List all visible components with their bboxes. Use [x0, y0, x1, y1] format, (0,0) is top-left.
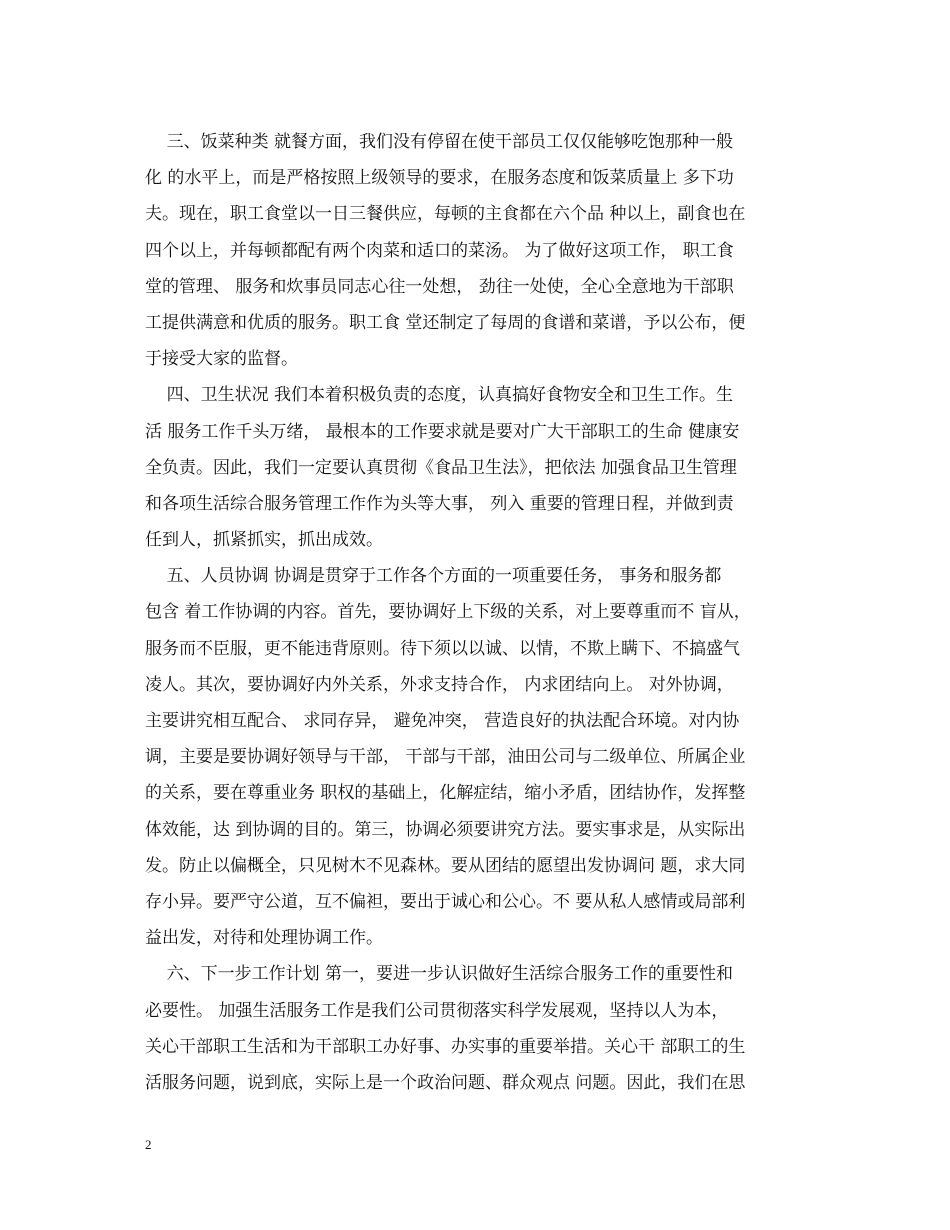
- text-line: 必要性。 加强生活服务工作是我们公司贯彻落实科学发展观，坚持以人为本，: [145, 1000, 729, 1021]
- text-line: 存小异。要严守公道，互不偏袒，要出于诚心和公心。不 要从私人感情或局部利: [145, 891, 746, 912]
- text-line: 凌人。其次，要协调好内外关系，外求支持合作， 内求团结向上。 对外协调，: [145, 674, 734, 695]
- text-line: 活服务问题，说到底，实际上是一个政治问题、群众观点 问题。因此，我们在思: [145, 1072, 746, 1093]
- text-line: 堂的管理、 服务和炊事员同志心往一处想， 劲往一处使，全心全意地为干部职: [145, 276, 734, 297]
- page-number: 2: [145, 1137, 152, 1152]
- text-line: 于接受大家的监督。: [145, 349, 298, 370]
- text-line: 四个以上，并每顿都配有两个肉菜和适口的菜汤。 为了做好这项工作， 职工食: [145, 240, 734, 261]
- text-line: 关心干部职工生活和为干部职工办好事、办实事的重要举措。关心干 部职工的生: [145, 1036, 746, 1057]
- text-line: 任到人，抓紧抓实，抓出成效。: [145, 530, 383, 551]
- text-line: 发。防止以偏概全，只见树木不见森林。要从团结的愿望出发协调问 题，求大同: [145, 855, 746, 876]
- text-line: 五、人员协调 协调是贯穿于工作各个方面的一项重要任务， 事务和服务都: [145, 566, 722, 587]
- text-line: 和各项生活综合服务管理工作作为头等大事， 列入 重要的管理日程，并做到责: [145, 493, 734, 514]
- text-line: 夫。现在，职工食堂以一日三餐供应，每顿的主食都在六个品 种以上，副食也在: [145, 204, 746, 225]
- text-line: 全负责。因此，我们一定要认真贯彻《食品卫生法》，把依法 加强食品卫生管理: [145, 457, 737, 478]
- text-line: 活 服务工作千头万绪， 最根本的工作要求就是要对广大干部职工的生命 健康安: [145, 421, 740, 442]
- text-line: 六、下一步工作计划 第一，要进一步认识做好生活综合服务工作的重要性和: [145, 964, 734, 985]
- text-line: 工提供满意和优质的服务。职工食 堂还制定了每周的食谱和菜谱，予以公布，便: [145, 312, 746, 333]
- text-line: 包含 着工作协调的内容。首先，要协调好上下级的关系，对上要尊重而不 盲从，: [145, 602, 751, 623]
- text-line: 四、卫生状况 我们本着积极负责的态度，认真搞好食物安全和卫生工作。生: [145, 385, 734, 406]
- text-line: 体效能，达 到协调的目的。第三，协调必须要讲究方法。要实事求是，从实际出: [145, 819, 746, 840]
- text-line: 益出发，对待和处理协调工作。: [145, 928, 383, 949]
- text-line: 的关系，要在尊重业务 职权的基础上，化解症结，缩小矛盾，团结协作，发挥整: [145, 783, 746, 804]
- text-line: 化 的水平上，而是严格按照上级领导的要求，在服务态度和饭菜质量上 多下功: [145, 168, 734, 189]
- document-body: [145, 124, 807, 1101]
- text-line: 调，主要是要协调好领导与干部， 干部与干部，油田公司与二级单位、所属企业: [145, 747, 746, 768]
- text-line: 主要讲究相互配合、 求同存异， 避免冲突， 营造良好的执法配合环境。对内协: [145, 711, 740, 731]
- text-line: 服务而不臣服，更不能违背原则。待下须以以诚、以情，不欺上瞒下、不搞盛气: [145, 638, 740, 659]
- text-line: 三、饭菜种类 就餐方面，我们没有停留在使干部员工仅仅能够吃饱那种一般: [145, 132, 734, 152]
